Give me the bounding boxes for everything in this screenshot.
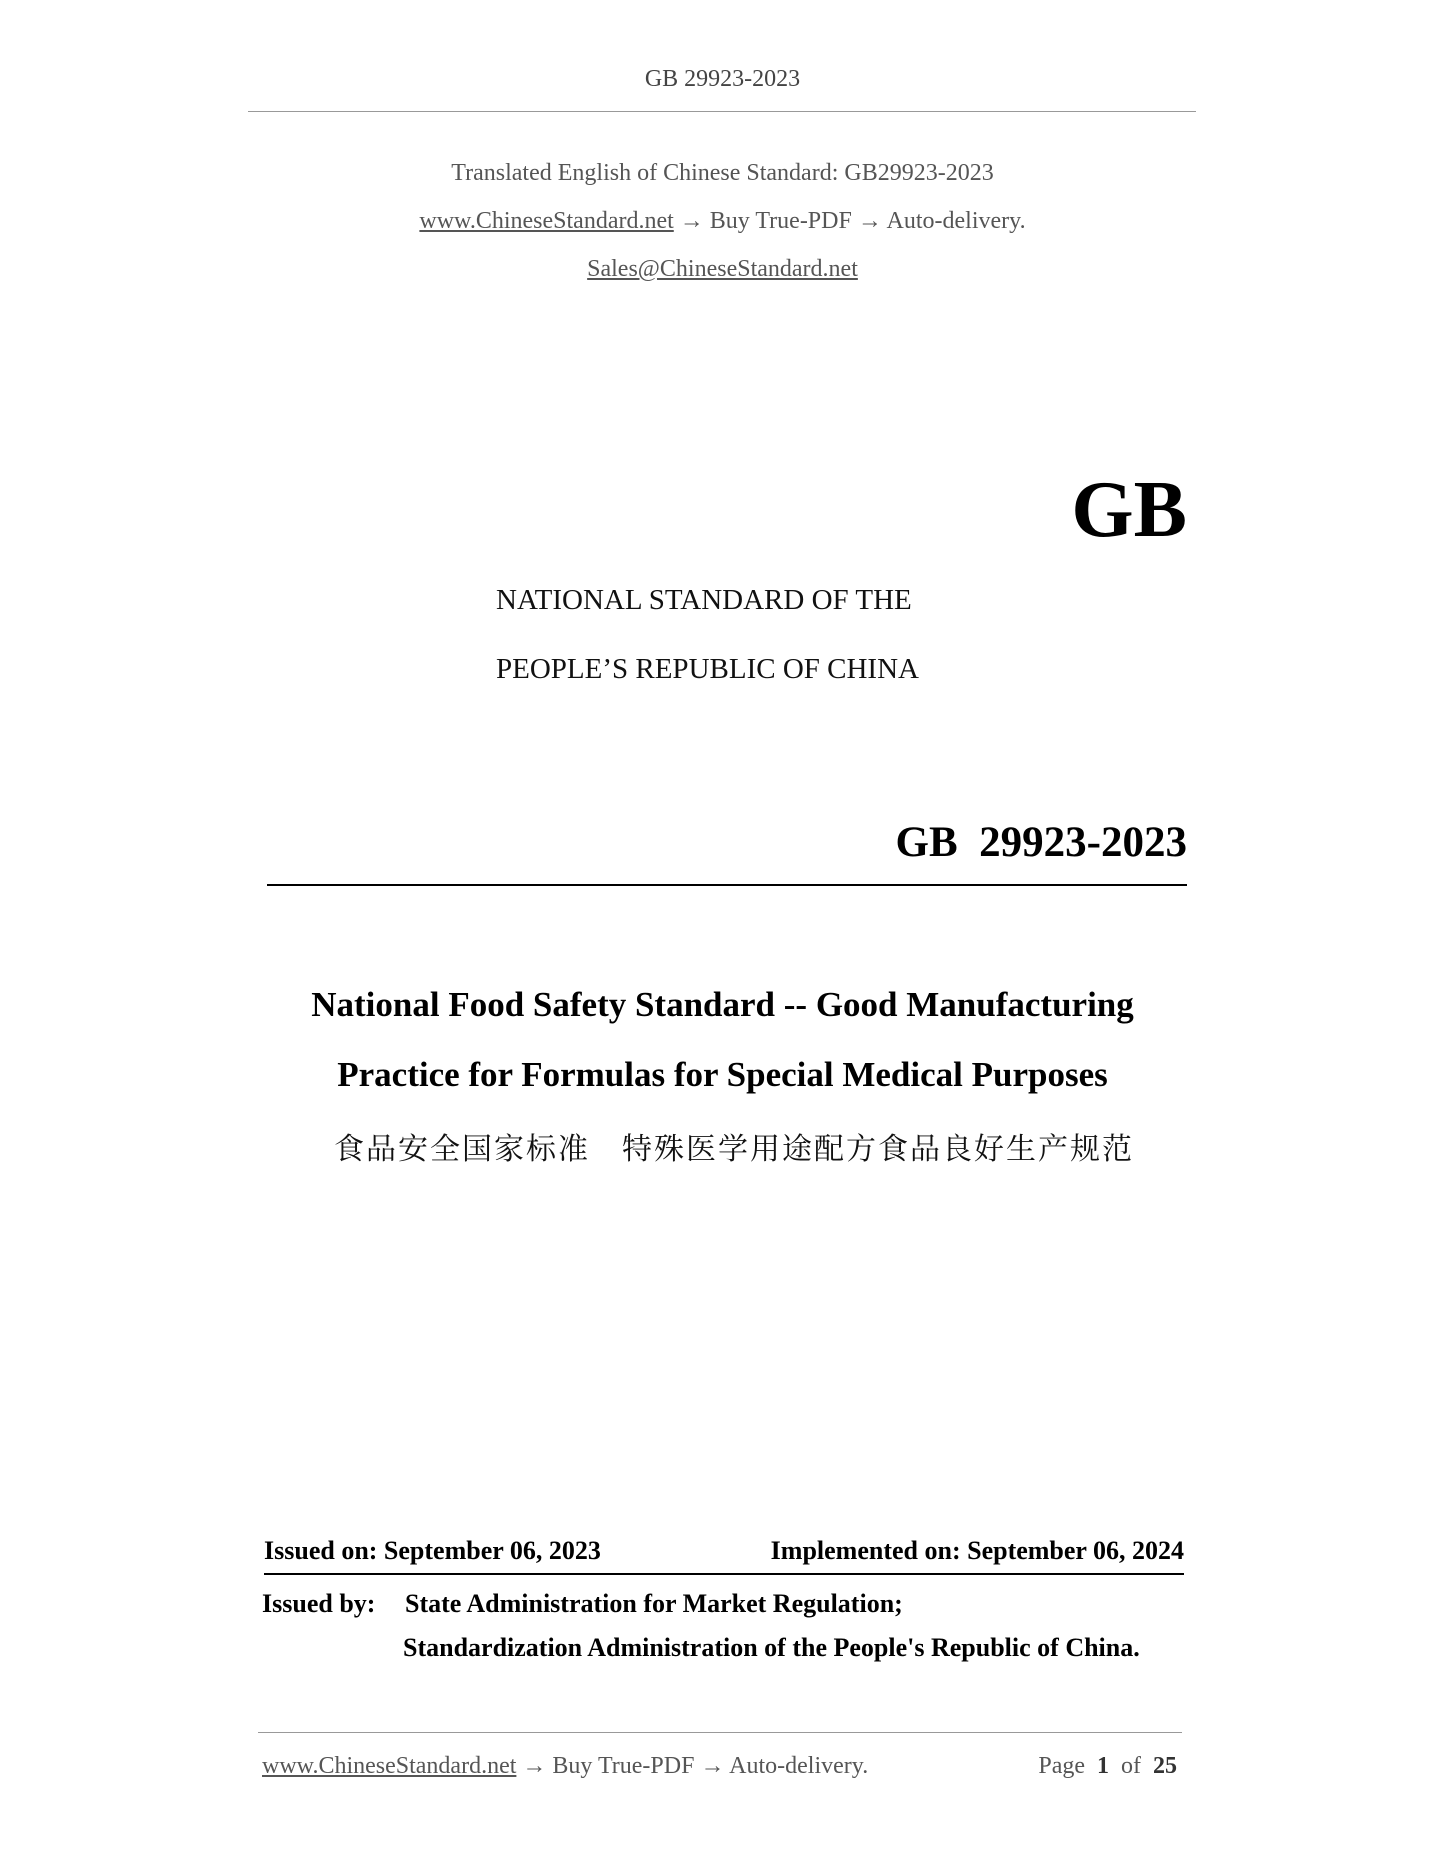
site-link[interactable]: www.ChineseStandard.net	[419, 208, 674, 234]
issuer-org2: Standardization Administration of the People's Republic of China.	[403, 1633, 1140, 1662]
arrow-right-icon: →	[679, 208, 704, 234]
arrow-right-icon: →	[857, 208, 882, 234]
title-line2: Practice for Formulas for Special Medical Purposes	[337, 1055, 1108, 1094]
code-divider	[267, 884, 1187, 886]
translation-note: Translated English of Chinese Standard: GB29923-2023	[451, 160, 994, 186]
national-standard-line2: PEOPLE’S REPUBLIC OF CHINA	[496, 653, 919, 685]
implemented-on-date: Implemented on: September 06, 2024	[770, 1536, 1184, 1565]
issued-on-date: Issued on: September 06, 2023	[264, 1536, 601, 1565]
standard-code: GB 29923-2023	[895, 819, 1187, 866]
page-indicator	[1038, 1753, 1177, 1780]
footer-buy-text: Buy True-PDF	[552, 1753, 695, 1779]
email-line	[0, 256, 1445, 283]
page-number: 1	[1097, 1753, 1109, 1779]
footer-auto-delivery-text: Auto-delivery.	[729, 1753, 869, 1779]
arrow-right-icon: →	[522, 1753, 547, 1779]
footer-site-link[interactable]: www.ChineseStandard.net	[262, 1753, 517, 1779]
footer-divider	[258, 1732, 1182, 1733]
issued-by-label: Issued by:	[262, 1589, 376, 1618]
gb-logo: GB	[1071, 466, 1187, 554]
page-label: Page	[1038, 1753, 1085, 1779]
dates-divider	[264, 1573, 1184, 1575]
header-divider	[248, 111, 1196, 112]
email-link[interactable]: Sales@ChineseStandard.net	[587, 256, 858, 282]
running-header: GB 29923-2023	[644, 66, 801, 92]
page-total: 25	[1153, 1753, 1177, 1779]
title-line1: National Food Safety Standard -- Good Manufacturing	[311, 985, 1134, 1024]
of-label: of	[1121, 1753, 1141, 1779]
national-standard-line1: NATIONAL STANDARD OF THE	[496, 584, 912, 616]
issuer-org1: State Administration for Market Regulation;	[405, 1589, 903, 1618]
chinese-title: 食品安全国家标准 特殊医学用途配方食品良好生产规范	[334, 1132, 1134, 1167]
buy-text: Buy True-PDF	[709, 208, 852, 234]
arrow-right-icon: →	[700, 1753, 725, 1779]
footer-purchase-line	[262, 1753, 868, 1780]
purchase-line	[0, 208, 1445, 235]
auto-delivery-text: Auto-delivery.	[886, 208, 1026, 234]
